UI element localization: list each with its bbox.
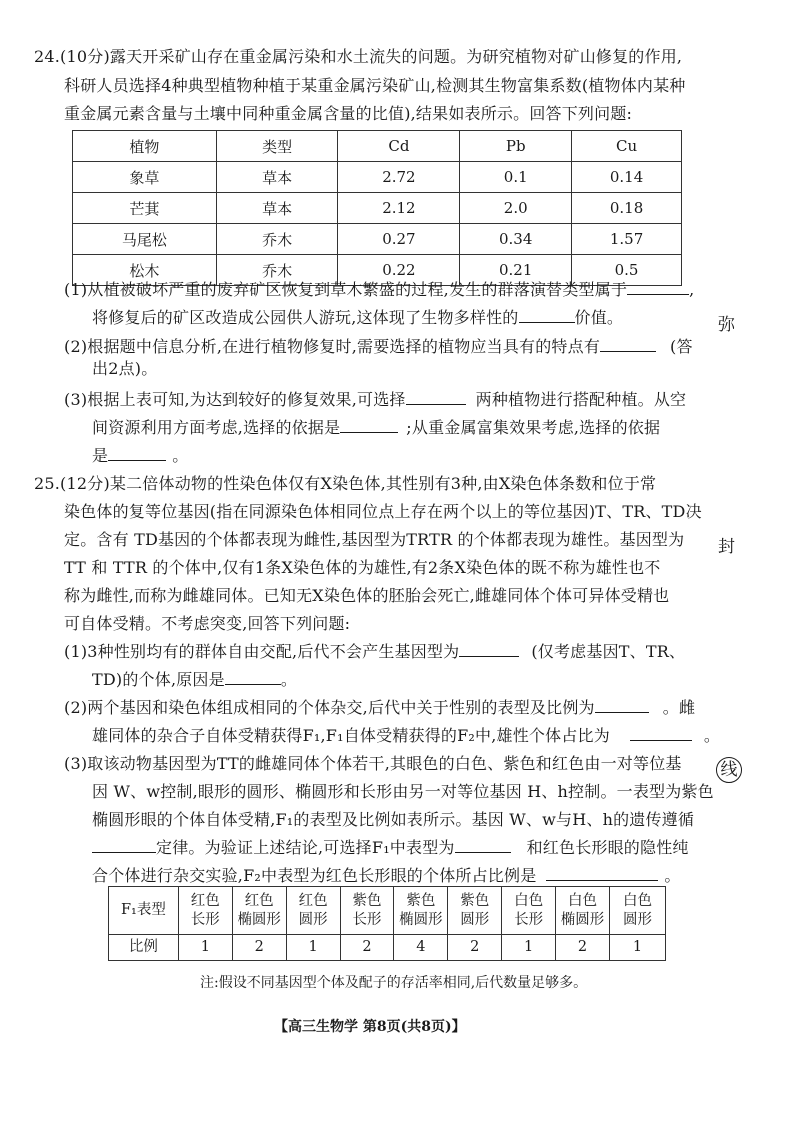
phenotype-shape: 长形 — [514, 911, 544, 928]
answer-blank[interactable] — [459, 642, 519, 657]
table-cell: 2.12 — [338, 193, 460, 224]
phenotype-color: 红色 — [244, 892, 274, 909]
table-cell — [286, 887, 340, 935]
question-text: (3)根据上表可知,为达到较好的修复效果,可选择 — [64, 390, 406, 409]
q25-stem-line-5: 称为雌性,而称为雌雄同体。已知无X染色体的胚胎会死亡,雌雄同体个体可异体受精也 — [64, 586, 670, 605]
table-cell: 0.34 — [460, 224, 572, 255]
q24-part3-line-3 — [92, 446, 188, 466]
question-text: 定律。为验证上述结论,可选择F₁中表型为 — [156, 838, 455, 857]
table-row — [73, 193, 682, 224]
phenotype-color: 红色 — [190, 892, 220, 909]
phenotype-shape: 椭圆形 — [399, 911, 443, 928]
table-cell: 0.1 — [460, 162, 572, 193]
phenotype-shape: 圆形 — [460, 911, 490, 928]
table-cell — [556, 887, 610, 935]
table-cell: 乔木 — [216, 224, 338, 255]
table-row — [109, 935, 666, 961]
question-text: (答 — [670, 337, 693, 356]
question-text: (2)两个基因和染色体组成相同的个体杂交,后代中关于性别的表型及比例为 — [64, 698, 595, 717]
q25-f1-phenotype-table — [108, 886, 666, 961]
table-cell: 草本 — [216, 193, 338, 224]
table-row — [73, 162, 682, 193]
ratio-cell: 1 — [178, 935, 232, 961]
row-header-cell: 比例 — [109, 935, 179, 961]
question-text: 。 — [703, 726, 721, 745]
table-cell: 乔木 — [216, 255, 338, 286]
table-cell — [609, 887, 665, 935]
phenotype-shape: 长形 — [352, 911, 382, 928]
table-cell: 草本 — [216, 162, 338, 193]
ratio-cell: 1 — [502, 935, 556, 961]
answer-blank[interactable] — [600, 337, 656, 352]
answer-blank[interactable] — [108, 446, 166, 461]
table-footnote: 注:假设不同基因型个体及配子的存活率相同,后代数量足够多。 — [200, 975, 588, 991]
q24-stem-line-1: 24.(10分)露天开采矿山存在重金属污染和水土流失的问题。为研究植物对矿山修复的作用, — [34, 47, 683, 66]
table-header-cell: Cu — [572, 131, 682, 162]
q25-part3-line-1: (3)取该动物基因型为TT的雌雄同体个体若干,其眼色的白色、紫色和红色由一对等位基 — [64, 754, 682, 773]
answer-blank[interactable] — [546, 866, 658, 881]
q25-part2-line-2 — [92, 726, 720, 746]
table-cell — [394, 887, 448, 935]
answer-blank[interactable] — [627, 280, 689, 295]
question-text: 价值。 — [574, 308, 624, 327]
table-cell: 马尾松 — [73, 224, 217, 255]
table-cell — [178, 887, 232, 935]
row-header-cell: F₁表型 — [109, 887, 179, 935]
table-cell: 2.0 — [460, 193, 572, 224]
ratio-cell: 2 — [556, 935, 610, 961]
answer-blank[interactable] — [595, 698, 649, 713]
table-cell: 松木 — [73, 255, 217, 286]
question-text: (1)从植被破坏严重的废弃矿区恢复到草木繁盛的过程,发生的群落演替类型属于 — [64, 280, 628, 299]
table-row — [73, 224, 682, 255]
table-cell: 0.18 — [572, 193, 682, 224]
phenotype-color: 紫色 — [406, 892, 436, 909]
question-text: 雄同体的杂合子自体受精获得F₁,F₁自体受精获得的F₂中,雄性个体占比为 — [92, 726, 610, 745]
table-header-row — [73, 131, 682, 162]
ratio-cell: 2 — [448, 935, 502, 961]
q24-part3-line-2 — [92, 418, 660, 438]
ratio-cell: 1 — [609, 935, 665, 961]
phenotype-shape: 椭圆形 — [237, 911, 281, 928]
table-cell: 0.14 — [572, 162, 682, 193]
question-text: 。 — [280, 670, 298, 689]
binding-mark-xian: 线 — [716, 757, 742, 783]
table-cell: 0.27 — [338, 224, 460, 255]
q25-part3-line-5 — [92, 866, 681, 886]
question-text: 合个体进行杂交实验,F₂中表型为红色长形眼的个体所占比例是 — [92, 866, 537, 885]
ratio-cell: 1 — [286, 935, 340, 961]
binding-mark-feng: 封 — [718, 537, 735, 557]
answer-blank[interactable] — [340, 418, 398, 433]
question-text: TD)的个体,原因是 — [92, 670, 225, 689]
phenotype-color: 红色 — [298, 892, 328, 909]
binding-mark-mi: 弥 — [718, 315, 735, 335]
q24-part3-line-1 — [64, 390, 686, 410]
question-text: 。 — [172, 446, 189, 465]
table-cell: 2.72 — [338, 162, 460, 193]
phenotype-color: 紫色 — [460, 892, 490, 909]
q24-stem-line-3: 重金属元素含量与土壤中同种重金属含量的比值),结果如表所示。回答下列问题: — [64, 104, 633, 123]
phenotype-shape: 长形 — [190, 911, 220, 928]
q24-data-table — [72, 130, 682, 286]
q25-part1-line-2 — [92, 670, 297, 690]
q24-stem-line-2: 科研人员选择4种典型植物种植于某重金属污染矿山,检测其生物富集系数(植物体内某种 — [64, 76, 686, 95]
phenotype-color: 白色 — [568, 892, 598, 909]
q25-part3-line-4 — [92, 838, 689, 858]
question-text: ;从重金属富集效果考虑,选择的依据 — [406, 418, 661, 437]
q24-part1-line-1 — [64, 280, 694, 300]
answer-blank[interactable] — [92, 838, 156, 853]
phenotype-color: 紫色 — [352, 892, 382, 909]
q25-part3-line-3: 椭圆形眼的个体自体受精,F₁的表型及比例如表所示。基因 W、w与H、h的遗传遵循 — [92, 810, 695, 829]
question-text: 和红色长形眼的隐性纯 — [526, 838, 689, 857]
question-text: (2)根据题中信息分析,在进行植物修复时,需要选择的植物应当具有的特点有 — [64, 337, 601, 356]
table-cell: 芒萁 — [73, 193, 217, 224]
table-row — [109, 887, 666, 935]
q25-part3-line-2: 因 W、w控制,眼形的圆形、椭圆形和长形由另一对等位基因 H、h控制。一表型为紫色 — [92, 782, 714, 801]
answer-blank[interactable] — [455, 838, 511, 853]
table-cell — [232, 887, 286, 935]
answer-blank[interactable] — [406, 390, 466, 405]
table-cell — [502, 887, 556, 935]
table-cell: 0.21 — [460, 255, 572, 286]
q25-stem-line-4: TT 和 TTR 的个体中,仅有1条X染色体的为雄性,有2条X染色体的既不称为雄性也不 — [64, 558, 661, 577]
question-text: 。 — [664, 866, 681, 885]
table-cell — [448, 887, 502, 935]
q25-part1-line-1 — [64, 642, 685, 662]
answer-blank[interactable] — [225, 670, 281, 685]
question-text: 是 — [92, 446, 109, 465]
ratio-cell: 2 — [340, 935, 394, 961]
table-header-cell: 类型 — [216, 131, 338, 162]
table-cell: 0.5 — [572, 255, 682, 286]
question-text: 间资源利用方面考虑,选择的依据是 — [92, 418, 341, 437]
page-footer: 【高三生物学 第8页(共8页)】 — [274, 1019, 466, 1035]
table-cell: 0.22 — [338, 255, 460, 286]
ratio-cell: 4 — [394, 935, 448, 961]
table-cell — [340, 887, 394, 935]
q24-part1-line-2 — [92, 308, 623, 328]
table-header-cell: Cd — [338, 131, 460, 162]
q25-stem-line-1: 25.(12分)某二倍体动物的性染色体仅有X染色体,其性别有3种,由X染色体条数和位于常 — [34, 474, 657, 493]
q25-part2-line-1 — [64, 698, 695, 718]
table-header-cell: 植物 — [73, 131, 217, 162]
q25-stem-line-3: 定。含有 TD基因的个体都表现为雌性,基因型为TRTR 的个体都表现为雄性。基因型为 — [64, 530, 685, 549]
q25-stem-line-2: 染色体的复等位基因(指在同源染色体相同位点上存在两个以上的等位基因)T、TR、TD决 — [64, 502, 702, 521]
answer-blank[interactable] — [630, 726, 692, 741]
q25-stem-line-6: 可自体受精。不考虑突变,回答下列问题: — [64, 614, 351, 633]
question-text: 将修复后的矿区改造成公园供人游玩,这体现了生物多样性的 — [92, 308, 519, 327]
phenotype-shape: 圆形 — [298, 911, 328, 928]
ratio-cell: 2 — [232, 935, 286, 961]
q24-part2-line-2: 出2点)。 — [92, 359, 158, 378]
table-header-cell: Pb — [460, 131, 572, 162]
question-text: (1)3种性别均有的群体自由交配,后代不会产生基因型为 — [64, 642, 460, 661]
question-text: (仅考虑基因T、TR、 — [531, 642, 686, 661]
q24-part2-line-1 — [64, 337, 693, 357]
phenotype-shape: 椭圆形 — [560, 911, 605, 928]
table-cell: 1.57 — [572, 224, 682, 255]
phenotype-color: 白色 — [622, 892, 652, 909]
question-text: 两种植物进行搭配种植。从空 — [475, 390, 687, 409]
phenotype-color: 白色 — [514, 892, 544, 909]
question-text: 。雌 — [662, 698, 696, 717]
table-cell: 象草 — [73, 162, 217, 193]
question-text: , — [689, 280, 695, 299]
answer-blank[interactable] — [519, 308, 575, 323]
phenotype-shape: 圆形 — [622, 911, 652, 928]
